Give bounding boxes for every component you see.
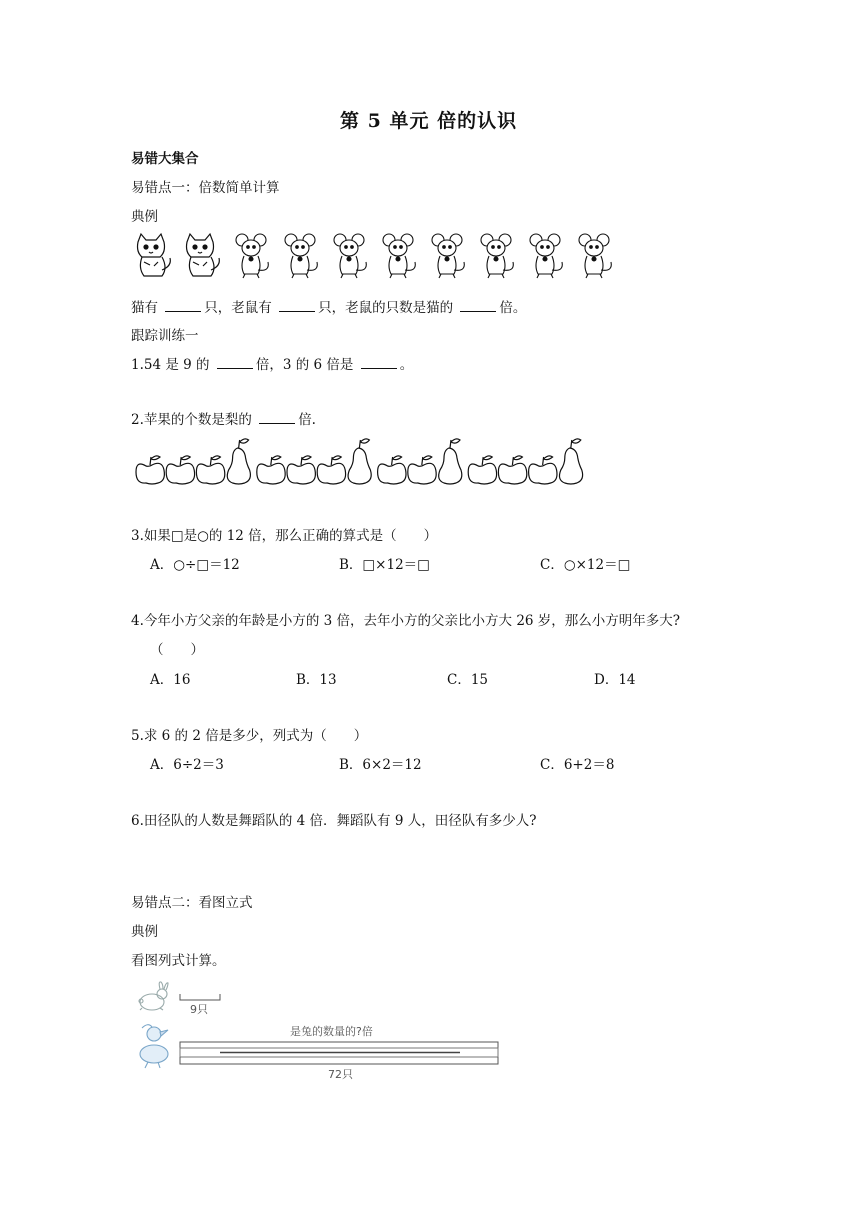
- point1-label: 易错点一：倍数简单计算: [131, 180, 280, 196]
- apple-icon: [257, 456, 285, 484]
- answer-blank[interactable]: [460, 300, 496, 312]
- q4-option-a[interactable]: A．16: [150, 672, 191, 688]
- q5-option-a[interactable]: A．6÷2＝3: [150, 757, 224, 773]
- duck-icon: [140, 1025, 168, 1068]
- example-question-1: [131, 296, 526, 316]
- example-label-2: 典例: [131, 924, 158, 940]
- question-5: 5.求 6 的 2 倍是多少，列式为（ ）: [131, 728, 368, 744]
- pear-icon: [348, 439, 371, 484]
- diagram-svg: [130, 980, 510, 1080]
- q1-part-c: 。: [399, 357, 414, 373]
- rabbit-count-label: 9只: [190, 1003, 208, 1016]
- apple-icon: [378, 456, 406, 484]
- mouse-icon: [334, 234, 366, 278]
- rabbit-icon: [139, 982, 168, 1010]
- mouse-icon: [530, 234, 562, 278]
- apple-icon: [287, 456, 315, 484]
- mouse-icon: [481, 234, 513, 278]
- fruit-picture: [130, 436, 615, 486]
- question-3: 3.如果□是○的 12 倍，那么正确的算式是（ ）: [131, 528, 438, 544]
- q3-option-c[interactable]: C．○×12＝□: [540, 557, 631, 573]
- rabbit-bracket: [180, 994, 220, 1000]
- answer-blank[interactable]: [279, 300, 315, 312]
- q3-option-b[interactable]: B．□×12＝□: [339, 557, 430, 573]
- mouse-icon: [285, 234, 317, 278]
- question-1: [131, 353, 413, 373]
- cats-mice-picture: [128, 232, 618, 280]
- example-label-1: 典例: [131, 209, 158, 225]
- cat-icon: [138, 234, 171, 276]
- mouse-icon: [236, 234, 268, 278]
- example-q-part-d: 倍。: [499, 300, 527, 316]
- rabbit-duck-diagram: [130, 980, 510, 1080]
- q5-option-b[interactable]: B．6×2＝12: [339, 757, 422, 773]
- answer-blank[interactable]: [259, 412, 295, 424]
- q2-part-a: 2.苹果的个数是梨的: [131, 412, 252, 428]
- q4-option-b[interactable]: B．13: [296, 672, 337, 688]
- duck-bottom-label: 72只: [328, 1068, 353, 1081]
- q1-part-a: 1.54 是 9 的: [131, 357, 210, 373]
- page-title: 第 5 单元 倍的认识: [340, 110, 518, 132]
- example-q-part-b: 只，老鼠有: [204, 300, 272, 316]
- fruit-illustration: [130, 436, 615, 486]
- pear-icon: [559, 439, 582, 484]
- point2-label: 易错点二：看图立式: [131, 895, 253, 911]
- question-2: [131, 408, 316, 428]
- apple-icon: [317, 456, 345, 484]
- duck-top-label: 是兔的数量的?倍: [290, 1025, 373, 1038]
- section-heading: 易错大集合: [131, 151, 199, 167]
- q3-option-a[interactable]: A．○÷□＝12: [150, 557, 240, 573]
- cat-icon: [187, 234, 220, 276]
- apple-icon: [408, 456, 436, 484]
- training-label: 跟踪训练一: [131, 328, 199, 344]
- question-4: 4.今年小方父亲的年龄是小方的 3 倍，去年小方的父亲比小方大 26 岁，那么小方明年多大?: [131, 613, 681, 629]
- pear-icon: [227, 439, 250, 484]
- apple-icon: [498, 456, 526, 484]
- duck-top-bracket: [180, 1042, 498, 1048]
- q4-option-d[interactable]: D．14: [594, 672, 636, 688]
- mouse-icon: [383, 234, 415, 278]
- mouse-icon: [579, 234, 611, 278]
- q2-part-b: 倍.: [298, 412, 316, 428]
- point2-instruction: 看图列式计算。: [131, 953, 226, 969]
- q5-option-c[interactable]: C．6+2＝8: [540, 757, 615, 773]
- answer-blank[interactable]: [165, 300, 201, 312]
- apple-icon: [468, 456, 496, 484]
- q4-answer-paren: （ ）: [150, 642, 204, 658]
- apple-icon: [136, 456, 164, 484]
- question-6: 6.田径队的人数是舞蹈队的 4 倍．舞蹈队有 9 人，田径队有多少人?: [131, 813, 537, 829]
- answer-blank[interactable]: [361, 357, 397, 369]
- q4-option-c[interactable]: C．15: [447, 672, 489, 688]
- apple-icon: [196, 456, 224, 484]
- mouse-icon: [432, 234, 464, 278]
- apple-icon: [166, 456, 194, 484]
- example-q-part-c: 只，老鼠的只数是猫的: [318, 300, 454, 316]
- pear-icon: [439, 439, 462, 484]
- duck-bottom-bracket: [180, 1057, 498, 1064]
- example-q-part-a: 猫有: [131, 300, 158, 316]
- answer-blank[interactable]: [217, 357, 253, 369]
- q1-part-b: 倍，3 的 6 倍是: [255, 357, 354, 373]
- apple-icon: [529, 456, 557, 484]
- animals-illustration: [128, 232, 618, 280]
